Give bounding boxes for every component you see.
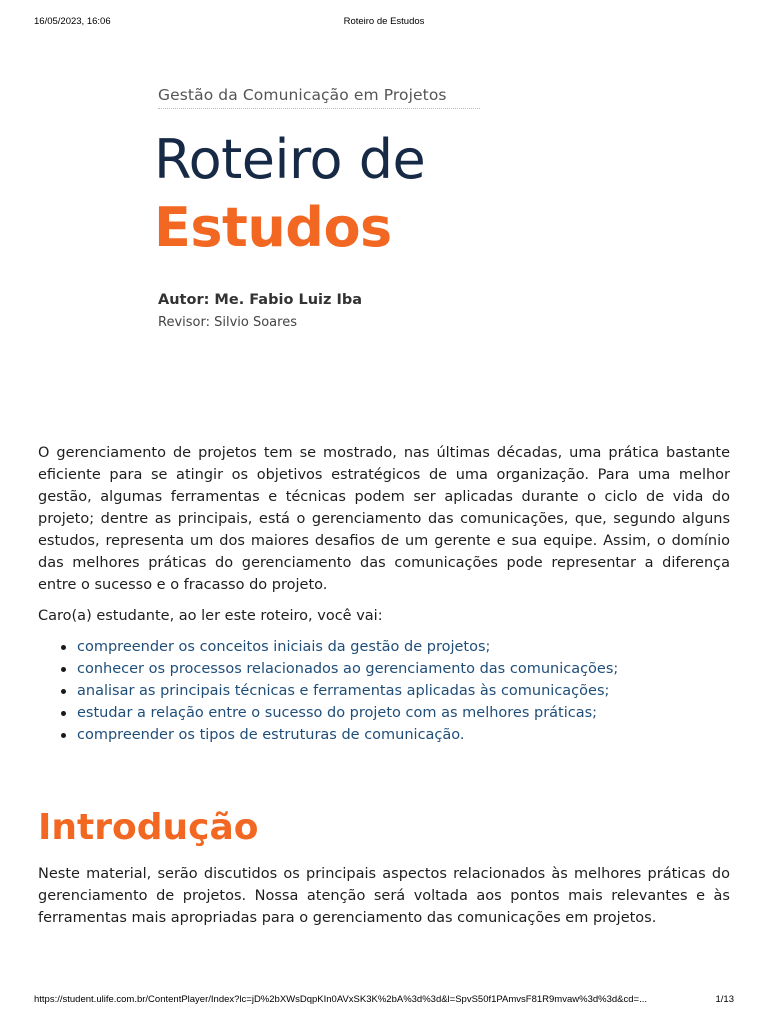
page-indicator: 1/13 (715, 994, 734, 1005)
print-datetime: 16/05/2023, 16:06 (34, 16, 111, 27)
bullet-icon (61, 689, 66, 694)
print-header (0, 16, 768, 30)
goal-text: conhecer os processos relacionados ao gerenciamento das comunicações; (77, 661, 619, 677)
document-title-line1: Roteiro de (154, 128, 426, 191)
goal-text: estudar a relação entre o sucesso do projeto com as melhores práticas; (77, 705, 598, 721)
list-item (38, 680, 730, 702)
course-name: Gestão da Comunicação em Projetos (158, 86, 480, 109)
goals-list (38, 636, 730, 746)
bullet-icon (61, 711, 66, 716)
section-heading: Introdução (38, 807, 259, 848)
bullet-icon (61, 667, 66, 672)
goal-text: compreender os tipos de estruturas de comunicação. (77, 727, 465, 743)
list-item (38, 724, 730, 746)
section-paragraph: Neste material, serão discutidos os principais aspectos relacionados às melhores práticas do gerenciamento de projetos. Nossa atenção será voltada aos pontos mais relevantes e às ferramentas mais apropriadas para o gerenciamento das comunicações em projetos. (38, 866, 730, 926)
list-item (38, 702, 730, 724)
print-footer (0, 994, 768, 1008)
bullet-icon (61, 645, 66, 650)
bullet-icon (61, 733, 66, 738)
goal-text: analisar as principais técnicas e ferramentas aplicadas às comunicações; (77, 683, 610, 699)
document-title-line2: Estudos (154, 196, 392, 259)
goals-lead: Caro(a) estudante, ao ler este roteiro, você vai: (38, 608, 383, 624)
intro-paragraph: O gerenciamento de projetos tem se mostrado, nas últimas décadas, uma prática bastante eficiente para se atingir os objetivos estratégicos de uma organização. Para uma melhor gestão, algumas ferramentas e técnicas podem ser aplicadas durante o ciclo de vida do projeto; dentre as principais, está o gerenciamento das comunicações, que, segundo alguns estudos, representa um dos maiores desafios de um gerente e sua equipe. Assim, o domínio das melhores práticas do gerenciamento das comunicações pode representar a diferença entre o sucesso e o fracasso do projeto. (38, 445, 730, 593)
list-item (38, 658, 730, 680)
print-page-title: Roteiro de Estudos (343, 16, 425, 27)
print-url: https://student.ulife.com.br/ContentPlayer/Index?lc=jD%2bXWsDqpKIn0AVxSK3K%2bA%3d%3d&l=SpvS50f1PAmvsF81R9mvaw%3d%3d&cd=... (34, 994, 647, 1005)
author-credit: Autor: Me. Fabio Luiz Iba (158, 292, 363, 308)
reviser-credit: Revisor: Silvio Soares (158, 315, 297, 330)
list-item (38, 636, 730, 658)
goal-text: compreender os conceitos iniciais da gestão de projetos; (77, 639, 491, 655)
